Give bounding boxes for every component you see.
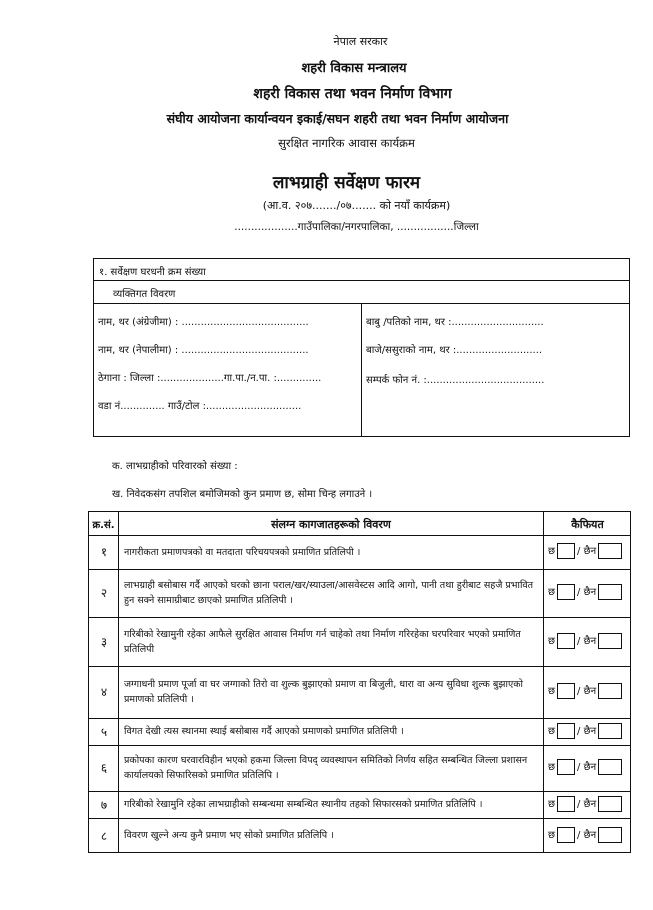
table-row-divider (88, 745, 631, 746)
yes-checkbox[interactable] (557, 759, 575, 775)
yes-checkbox[interactable] (557, 827, 575, 843)
col-remarks-header: कैफियत (571, 518, 604, 531)
no-label: / छैन (577, 798, 597, 810)
yes-checkbox[interactable] (557, 796, 575, 812)
row-description: विवरण खुल्ने अन्य कुनै प्रमाण भए सोको प्रमाणित प्रतिलिपि । (124, 830, 334, 841)
serial-divider (93, 280, 630, 281)
yes-checkbox[interactable] (557, 543, 575, 559)
name-nepali-field[interactable]: नाम, थर (नेपालीमा) : ........................................ (98, 345, 309, 356)
yes-checkbox[interactable] (557, 723, 575, 739)
govt-line: नेपाल सरकार (333, 35, 388, 48)
row-serial: १ (100, 545, 108, 559)
table-row-divider (88, 818, 631, 819)
row-description: जग्गाधनी प्रमाण पूर्जा वा घर जग्गाको तिरो वा शुल्क बुझाएको प्रमाण वा बिजुली, धारा वा अन्य सुविधा शुल्क बुझाएको प्रमाणको प्रतिलिपी । (124, 679, 523, 705)
row-checkbox-group (548, 633, 622, 649)
grandfather-name-field[interactable]: बाजे/ससुराको नाम, थर :........................... (366, 345, 543, 356)
no-checkbox[interactable] (598, 543, 622, 559)
table-row-divider (88, 666, 631, 667)
row-serial: ६ (100, 761, 108, 775)
yes-label: छ (548, 635, 556, 647)
family-count-question: क. लाभग्राहीको परिवारको संख्या : (112, 461, 238, 472)
department-line: शहरी विकास तथा भवन निर्माण विभाग (253, 86, 452, 102)
yes-label: छ (548, 686, 556, 697)
fiscal-year: (आ.व. २०७......./०७....... को नयाँ कार्यक्रम) (262, 199, 451, 212)
name-english-field[interactable]: नाम, थर (अंग्रेजीमा) : ........................................ (98, 317, 309, 328)
table-col-divider-2 (543, 511, 544, 853)
row-serial: ४ (100, 685, 108, 699)
row-checkbox-group (548, 584, 622, 600)
location-line: ...................गाउँपालिका/नगरपालिका, .................जिल्ला (234, 221, 479, 233)
row-description: लाभग्राही बसोबास गर्दै आएको घरको छाना पराल/खर/स्याउला/आसवेस्टस आदि आगो, पानी तथा हुरीबाट सहजै प्रभावित हुन सक्ने सामाग्रीबाट छाएको प्रमाणित प्रतिलिपी । (124, 580, 534, 606)
col-desc-header: संलग्न कागजातहरूको विवरण (271, 518, 391, 531)
yes-label: छ (548, 725, 556, 737)
no-label: / छैन (577, 546, 597, 557)
row-checkbox-group (548, 543, 622, 559)
no-checkbox[interactable] (598, 584, 622, 600)
column-divider (361, 303, 362, 437)
table-row-divider (88, 535, 631, 536)
row-description: गरिबीको रेखामुनि रहेका लाभग्राहीको सम्बन्धमा सम्बन्धित स्थानीय तहको सिफारसको प्रमाणित प्रतिलिपि । (124, 799, 483, 810)
ward-field[interactable]: वडा नं.............. गाउँ/टोल :.............................. (98, 401, 302, 412)
no-label: / छैन (577, 725, 597, 737)
yes-checkbox[interactable] (557, 584, 575, 600)
row-serial: ७ (100, 797, 108, 812)
no-label: / छैन (577, 686, 597, 697)
row-serial: २ (100, 586, 108, 600)
no-label: / छैन (577, 762, 597, 773)
row-checkbox-group (548, 723, 622, 739)
no-label: / छैन (577, 635, 597, 647)
row-checkbox-group (548, 827, 622, 843)
father-name-field[interactable]: बाबु /पतिको नाम, थर :............................. (366, 317, 544, 328)
project-line: संघीय आयोजना कार्यान्वयन इकाई/सघन शहरी तथा भवन निर्माण आयोजना (166, 111, 509, 126)
no-label: / छैन (577, 829, 597, 841)
yes-checkbox[interactable] (557, 683, 575, 699)
row-checkbox-group (548, 759, 622, 775)
proof-question: ख. निवेदकसंग तपशिल बमोजिमको कुन प्रमाण छ, सोमा चिन्ह लगाउने । (112, 489, 373, 500)
row-description: प्रकोपका कारण घरवारविहीन भएको हकमा जिल्ला विपद् व्यवस्थापन समितिको निर्णय सहित सम्बन्धित जिल्ला प्रशासन कार्यालयको सिफारिसको प्रमाणित प्रतिलिपि । (124, 755, 528, 781)
program-line: सुरक्षित नागरिक आवास कार्यक्रम (278, 136, 415, 150)
address-field[interactable]: ठेगाना : जिल्ला :....................गा.पा./न.पा. :.............. (98, 373, 322, 384)
no-checkbox[interactable] (598, 759, 622, 775)
ministry-line: शहरी विकास मन्त्रालय (301, 61, 407, 76)
section-label: व्यक्तिगत विवरण (113, 289, 176, 300)
yes-label: छ (548, 587, 556, 598)
row-checkbox-group (548, 683, 622, 699)
yes-label: छ (548, 798, 556, 810)
no-checkbox[interactable] (598, 827, 622, 843)
yes-checkbox[interactable] (557, 633, 575, 649)
row-serial: ८ (100, 828, 108, 843)
table-row-divider (88, 718, 631, 719)
serial-label: १. सर्वेक्षण घरधनी क्रम संख्या (99, 267, 206, 278)
yes-label: छ (548, 546, 556, 557)
form-title: लाभग्राही सर्वेक्षण फारम (272, 173, 421, 193)
phone-field[interactable]: सम्पर्क फोन नं. :..................................... (366, 375, 545, 386)
no-checkbox[interactable] (598, 723, 622, 739)
table-row-divider (88, 791, 631, 792)
row-description: गरिबीको रेखामुनी रहेका आफैले सुरक्षित आवास निर्माण गर्न चाहेको तथा निर्माण गरिरहेका घरपरिवार भएको प्रमाणित प्रतिलिपी (124, 628, 521, 655)
row-serial: ५ (100, 724, 108, 739)
no-checkbox[interactable] (598, 683, 622, 699)
row-description: विगत देखी त्यस स्थानमा स्थाई बसोबास गर्दै आएको प्रमाणको प्रमाणित प्रतिलिपी । (124, 726, 404, 737)
no-checkbox[interactable] (598, 633, 622, 649)
col-sn-header: क्र.सं. (92, 520, 115, 531)
table-row-divider (88, 569, 631, 570)
row-serial: ३ (100, 634, 108, 649)
table-row-divider (88, 617, 631, 618)
row-checkbox-group (548, 796, 622, 812)
row-description: नागरीकता प्रमाणपत्रको वा मतदाता परिचयपत्रको प्रमाणित प्रतिलिपी । (124, 546, 361, 558)
yes-label: छ (548, 829, 556, 841)
no-label: / छैन (577, 587, 597, 598)
no-checkbox[interactable] (598, 796, 622, 812)
yes-label: छ (548, 762, 556, 773)
